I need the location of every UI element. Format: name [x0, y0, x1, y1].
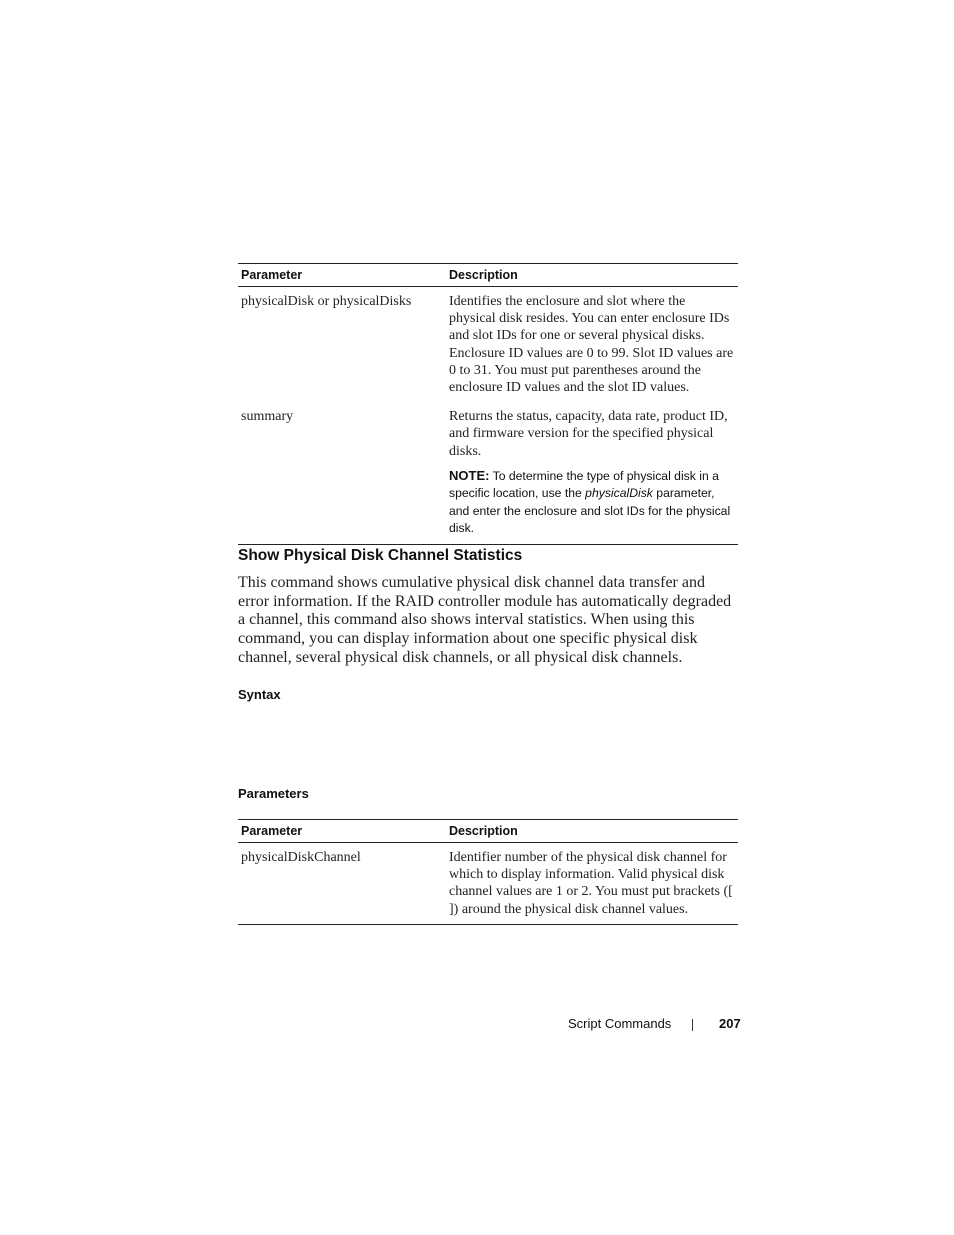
column-header-parameter: Parameter	[238, 264, 446, 287]
column-header-description: Description	[446, 820, 738, 843]
table-row	[238, 396, 738, 544]
parameter-description: Identifier number of the physical disk channel for which to display information. Valid physical disk channel values are 1 or 2. You must put brackets ([ ]) around the physical disk channel values.	[446, 843, 738, 925]
syntax-heading: Syntax	[238, 687, 281, 702]
parameters-heading: Parameters	[238, 786, 309, 801]
section-body: This command shows cumulative physical disk channel data transfer and error information. If the RAID controller module has automatically degraded a channel, this command also shows interval statistics. When using this command, you can display information about one specific physical disk channel, several physical disk channels, or all physical disk channels.	[238, 574, 732, 666]
page-number: 207	[719, 1016, 741, 1031]
note-text: parameter, and enter the enclosure and slot IDs for the physical disk.	[449, 486, 731, 536]
note-italic-term: physicalDisk	[585, 486, 653, 501]
note-text: To determine the type of physical disk in a specific location, use the	[449, 468, 719, 501]
note-label: NOTE:	[449, 467, 490, 483]
parameter-name: physicalDisk or physicalDisks	[241, 294, 412, 309]
column-header-parameter: Parameter	[238, 820, 446, 843]
table-header-row	[238, 820, 738, 843]
column-header-description: Description	[446, 264, 738, 287]
footer-divider	[692, 1019, 693, 1031]
parameter-name: physicalDiskChannel	[238, 843, 446, 925]
section-title: Show Physical Disk Channel Statistics	[238, 547, 523, 564]
footer-section-label: Script Commands	[568, 1016, 672, 1031]
parameters-table-1	[238, 263, 738, 545]
note-block	[449, 467, 735, 538]
table-row	[238, 843, 738, 925]
parameter-name: summary	[238, 396, 446, 544]
parameter-description: Returns the status, capacity, data rate, product ID, and firmware version for the specified physical disks.	[449, 409, 728, 459]
table-header-row	[238, 264, 738, 287]
table-row	[238, 287, 738, 397]
parameters-table-2	[238, 819, 738, 925]
parameter-description-cell	[446, 396, 738, 544]
parameter-description: Identifies the enclosure and slot where the physical disk resides. You can enter enclosure IDs and slot IDs for one or several physical disks. Enclosure ID values are 0 to 99. Slot ID values are 0 to 31. You must put parentheses around the enclosure ID values and the slot ID values.	[449, 294, 734, 396]
